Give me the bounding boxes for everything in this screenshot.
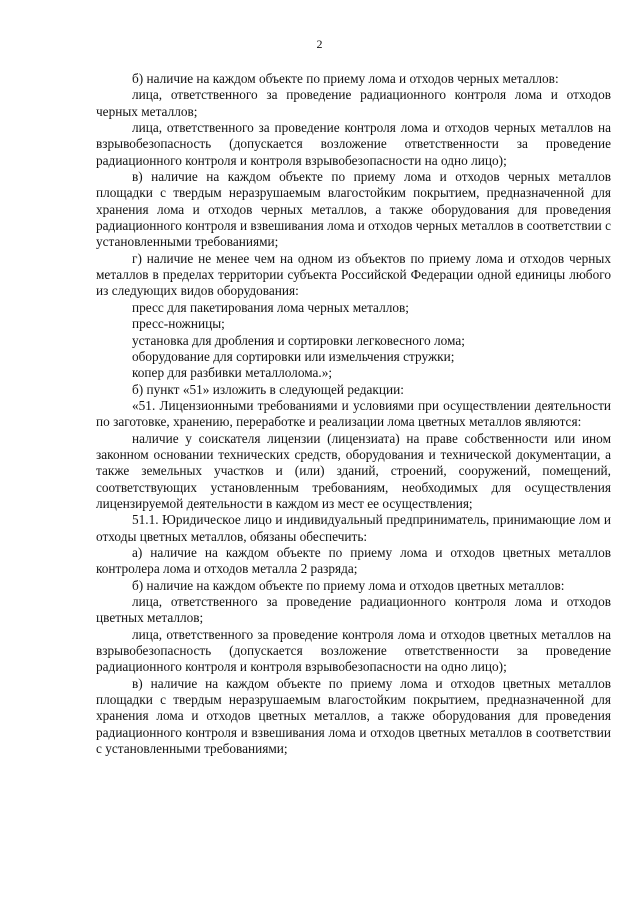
document-body (96, 71, 611, 757)
paragraph-nonferrous-explosion-person: лица, ответственного за проведение контроля лома и отходов цветных металлов на взрывобезопасность (допускается возложение ответственности за проведение радиационного контроля и контроля взрывобезопасности на одно лицо); (96, 626, 611, 675)
equipment-item-baling-press: пресс для пакетирования лома черных металлов; (132, 299, 409, 315)
paragraph-g-equipment: г) наличие не менее чем на одном из объектов по приему лома и отходов черных металлов в пределах территории субъекта Российской Федерации одной единицы любого из следующих видов оборудования: (96, 250, 611, 299)
equipment-item-shears: пресс-ножницы; (132, 316, 225, 332)
paragraph-applicant-means: наличие у соискателя лицензии (лицензиата) на праве собственности или ином законном основании технических средств, оборудования и технической документации, а также земельных участков и (или) зданий, строений, сооружений, помещений, соответствующих установленным требованиям, необходимых для осуществления лицензируемой деятельности в каждом из мест ее осуществления; (96, 430, 611, 511)
equipment-item-chip-sorter: оборудование для сортировки или измельчения стружки; (132, 348, 455, 364)
paragraph-b-ferrous-header: б) наличие на каждом объекте по приему лома и отходов черных металлов: (132, 71, 559, 86)
equipment-item-drop-hammer: копер для разбивки металлолома.»; (132, 365, 333, 381)
page-number: 2 (316, 37, 323, 51)
equipment-item-crusher: установка для дробления и сортировки легковесного лома; (132, 332, 465, 348)
paragraph-a-nonferrous-controller: а) наличие на каждом объекте по приему лома и отходов цветных металлов контролера лома и отходов металла 2 разряда; (96, 544, 611, 577)
paragraph-b-point-51: б) пункт «51» изложить в следующей редакции: (132, 381, 404, 397)
paragraph-51-1: 51.1. Юридическое лицо и индивидуальный предприниматель, принимающие лом и отходы цветных металлов, обязаны обеспечить: (96, 512, 611, 544)
paragraph-radiation-control-person: лица, ответственного за проведение радиационного контроля лома и отходов черных металлов; (96, 87, 611, 119)
paragraph-b-nonferrous-header: б) наличие на каждом объекте по приему лома и отходов цветных металлов: (132, 577, 565, 593)
paragraph-explosion-control-person: лица, ответственного за проведение контроля лома и отходов черных металлов на взрывобезопасность (допускается возложение ответственности за проведение радиационного контроля и контроля взрывобезопасности на одно лицо); (96, 120, 611, 168)
paragraph-v-nonferrous-site: в) наличие на каждом объекте по приему лома и отходов цветных металлов площадки с твердым неразрушаемым влагостойким покрытием, предназначенной для хранения лома и отходов цветных металлов, а также оборудования для проведения радиационного контроля и взвешивания лома и отходов цветных металлов в соответствии с установленными требованиями; (96, 675, 611, 757)
paragraph-nonferrous-radiation-person: лица, ответственного за проведение радиационного контроля лома и отходов цветных металлов; (96, 594, 611, 626)
paragraph-51-requirements: «51. Лицензионными требованиями и условиями при осуществлении деятельности по заготовке, хранению, переработке и реализации лома цветных металлов являются: (96, 397, 611, 430)
paragraph-v-ferrous-site: в) наличие на каждом объекте по приему лома и отходов черных металлов площадки с твердым неразрушаемым влагостойким покрытием, предназначенной для хранения лома и отходов черных металлов, а также оборудования для проведения радиационного контроля и взвешивания лома и отходов черных металлов в соответствии с установленными требованиями; (96, 169, 611, 250)
